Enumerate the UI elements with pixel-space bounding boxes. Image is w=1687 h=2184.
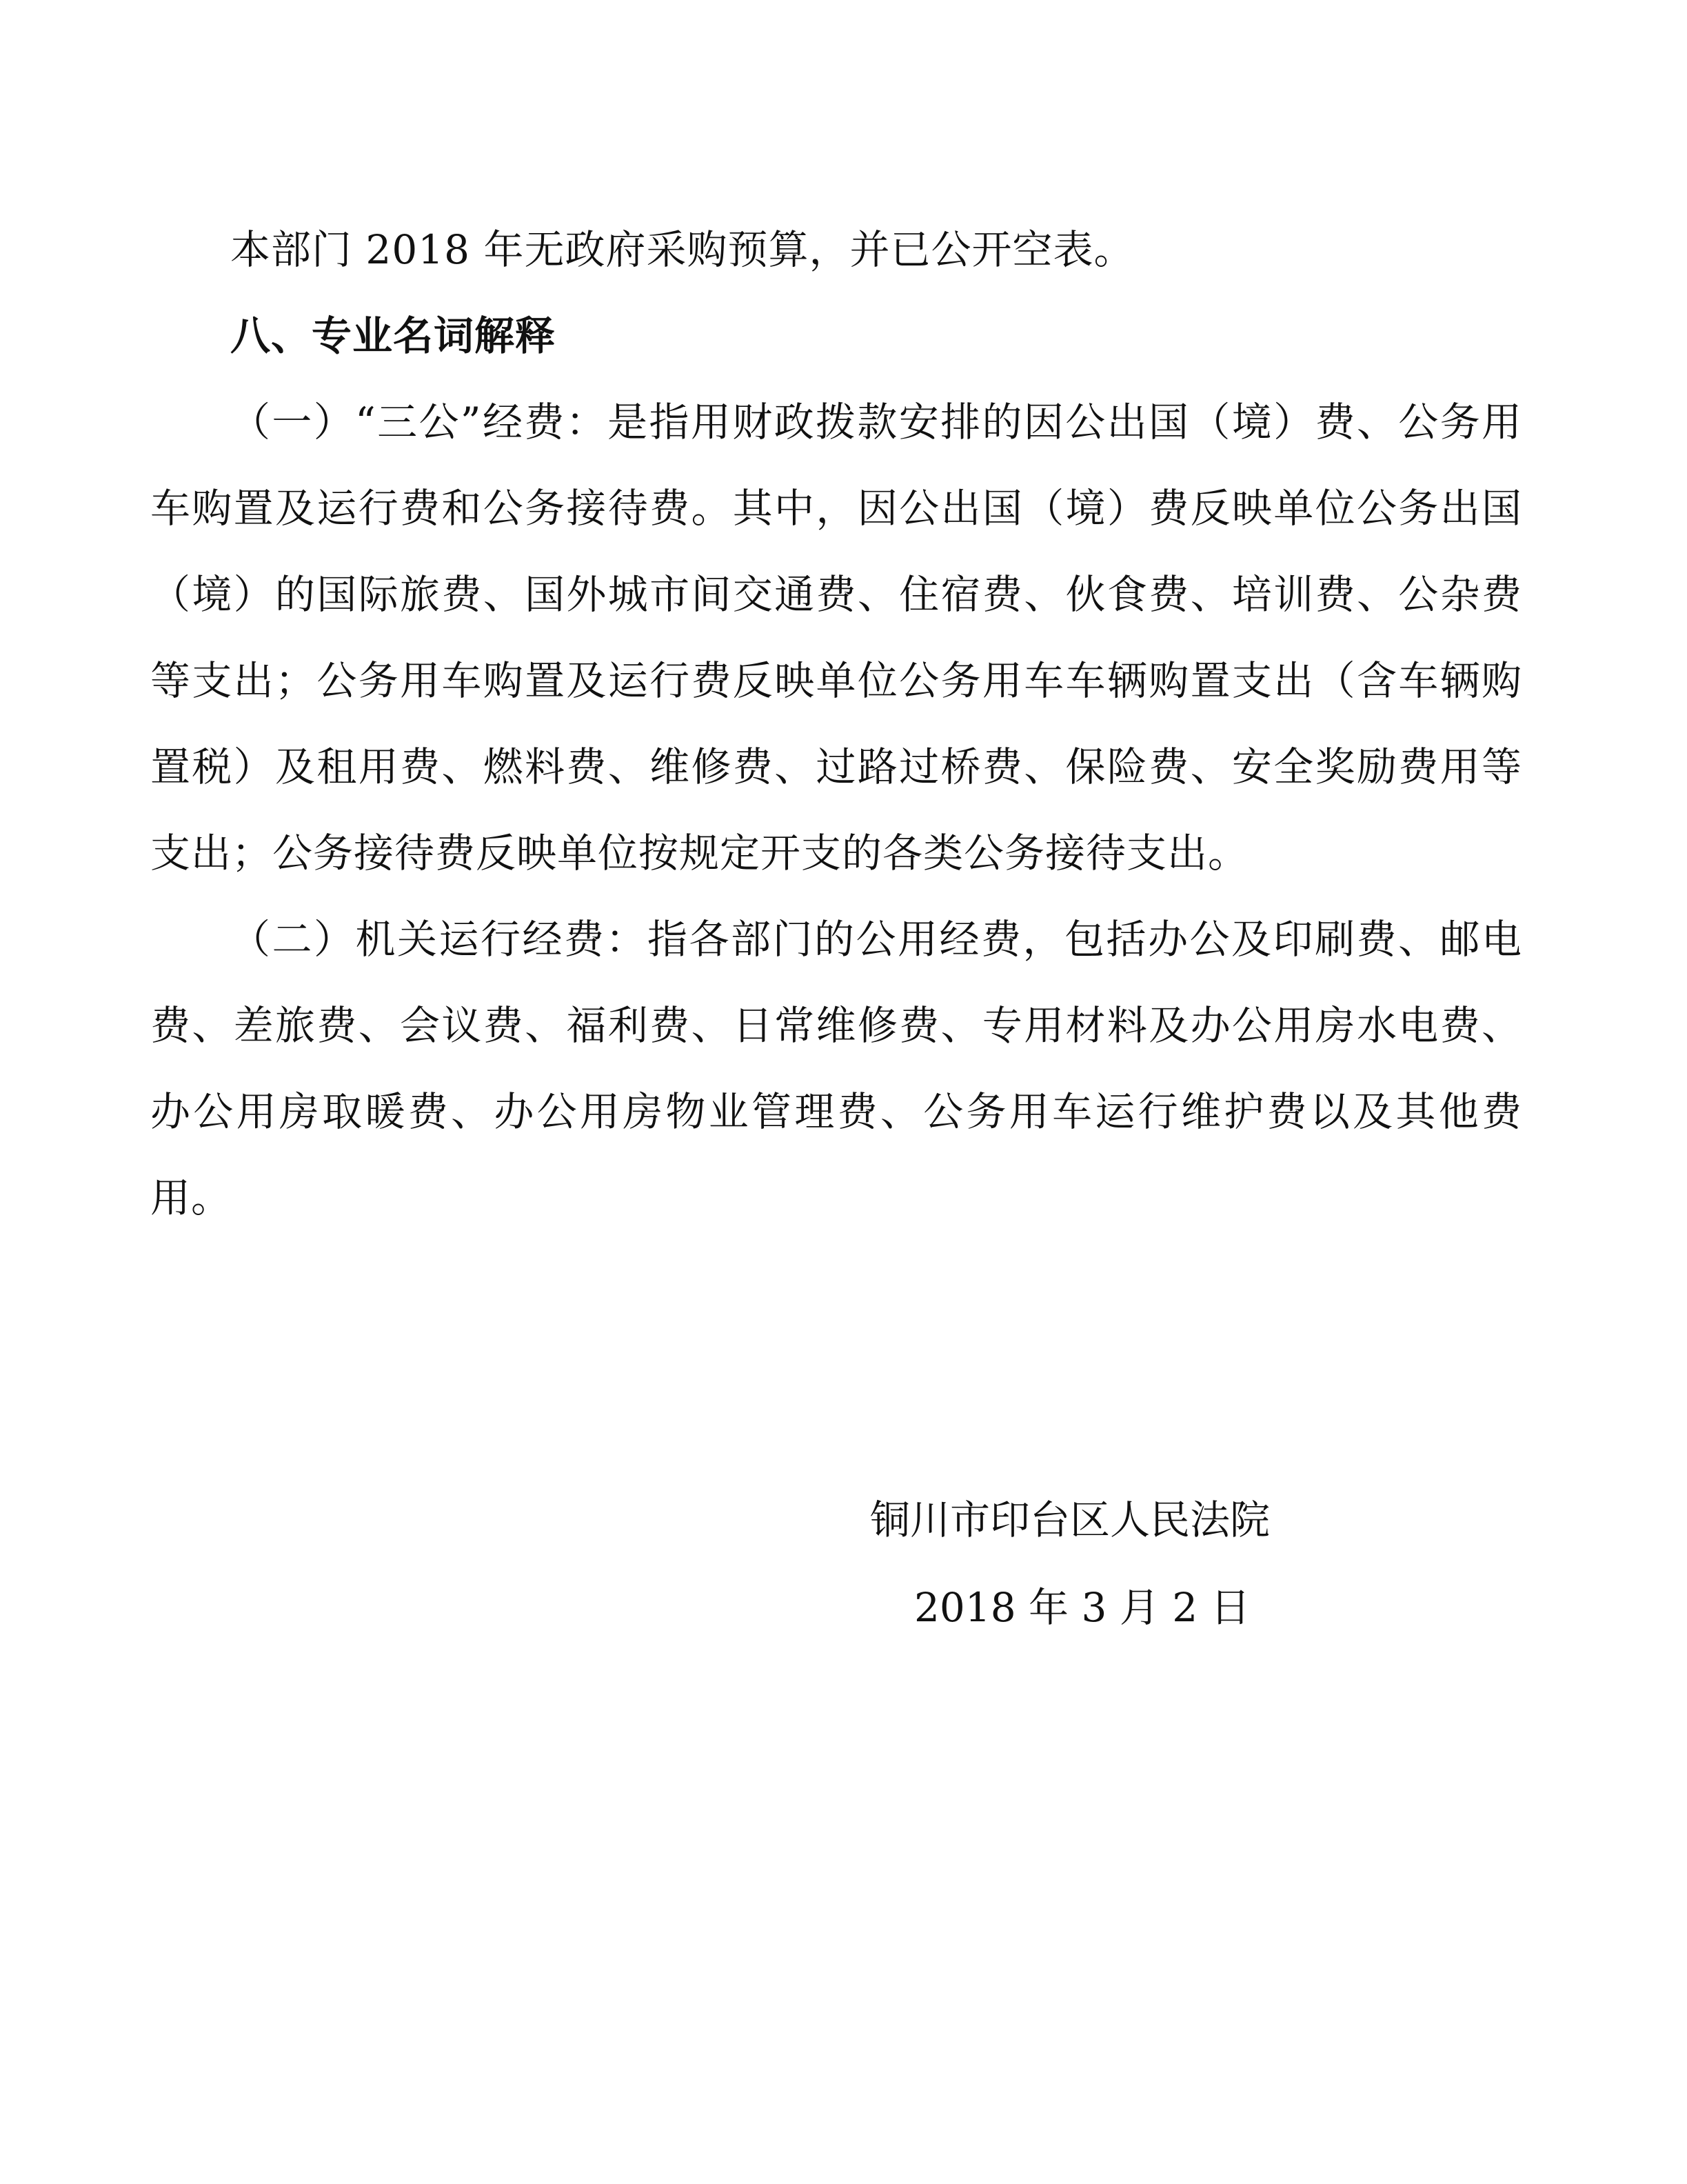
document-body	[150, 207, 1522, 1241]
section-heading-terms: 八、专业名词解释	[230, 312, 556, 359]
paragraph-procurement: 本部门 2018 年无政府采购预算，并已公开空表。	[230, 226, 1135, 273]
paragraph-operating-expenses: （二）机关运行经费：指各部门的公用经费，包括办公及印刷费、邮电费、差旅费、会议费、福利费、日常维修费、专用材料及办公用房水电费、办公用房取暖费、办公用房物业管理费、公务用车运行维护费以及其他费用。	[150, 916, 1522, 1221]
signature-date: 2018 年 3 月 2 日	[914, 1584, 1251, 1631]
signature-organization: 铜川市印台区人民法院	[870, 1496, 1271, 1543]
paragraph-three-public-expenses: （一）“三公”经费：是指用财政拨款安排的因公出国（境）费、公务用车购置及运行费和公务接待费。其中，因公出国（境）费反映单位公务出国（境）的国际旅费、国外城市间交通费、住宿费、伙食费、培训费、公杂费等支出；公务用车购置及运行费反映单位公务用车车辆购置支出（含车辆购置税）及租用费、燃料费、维修费、过路过桥费、保险费、安全奖励费用等支出；公务接待费反映单位按规定开支的各类公务接待支出。	[150, 399, 1522, 876]
